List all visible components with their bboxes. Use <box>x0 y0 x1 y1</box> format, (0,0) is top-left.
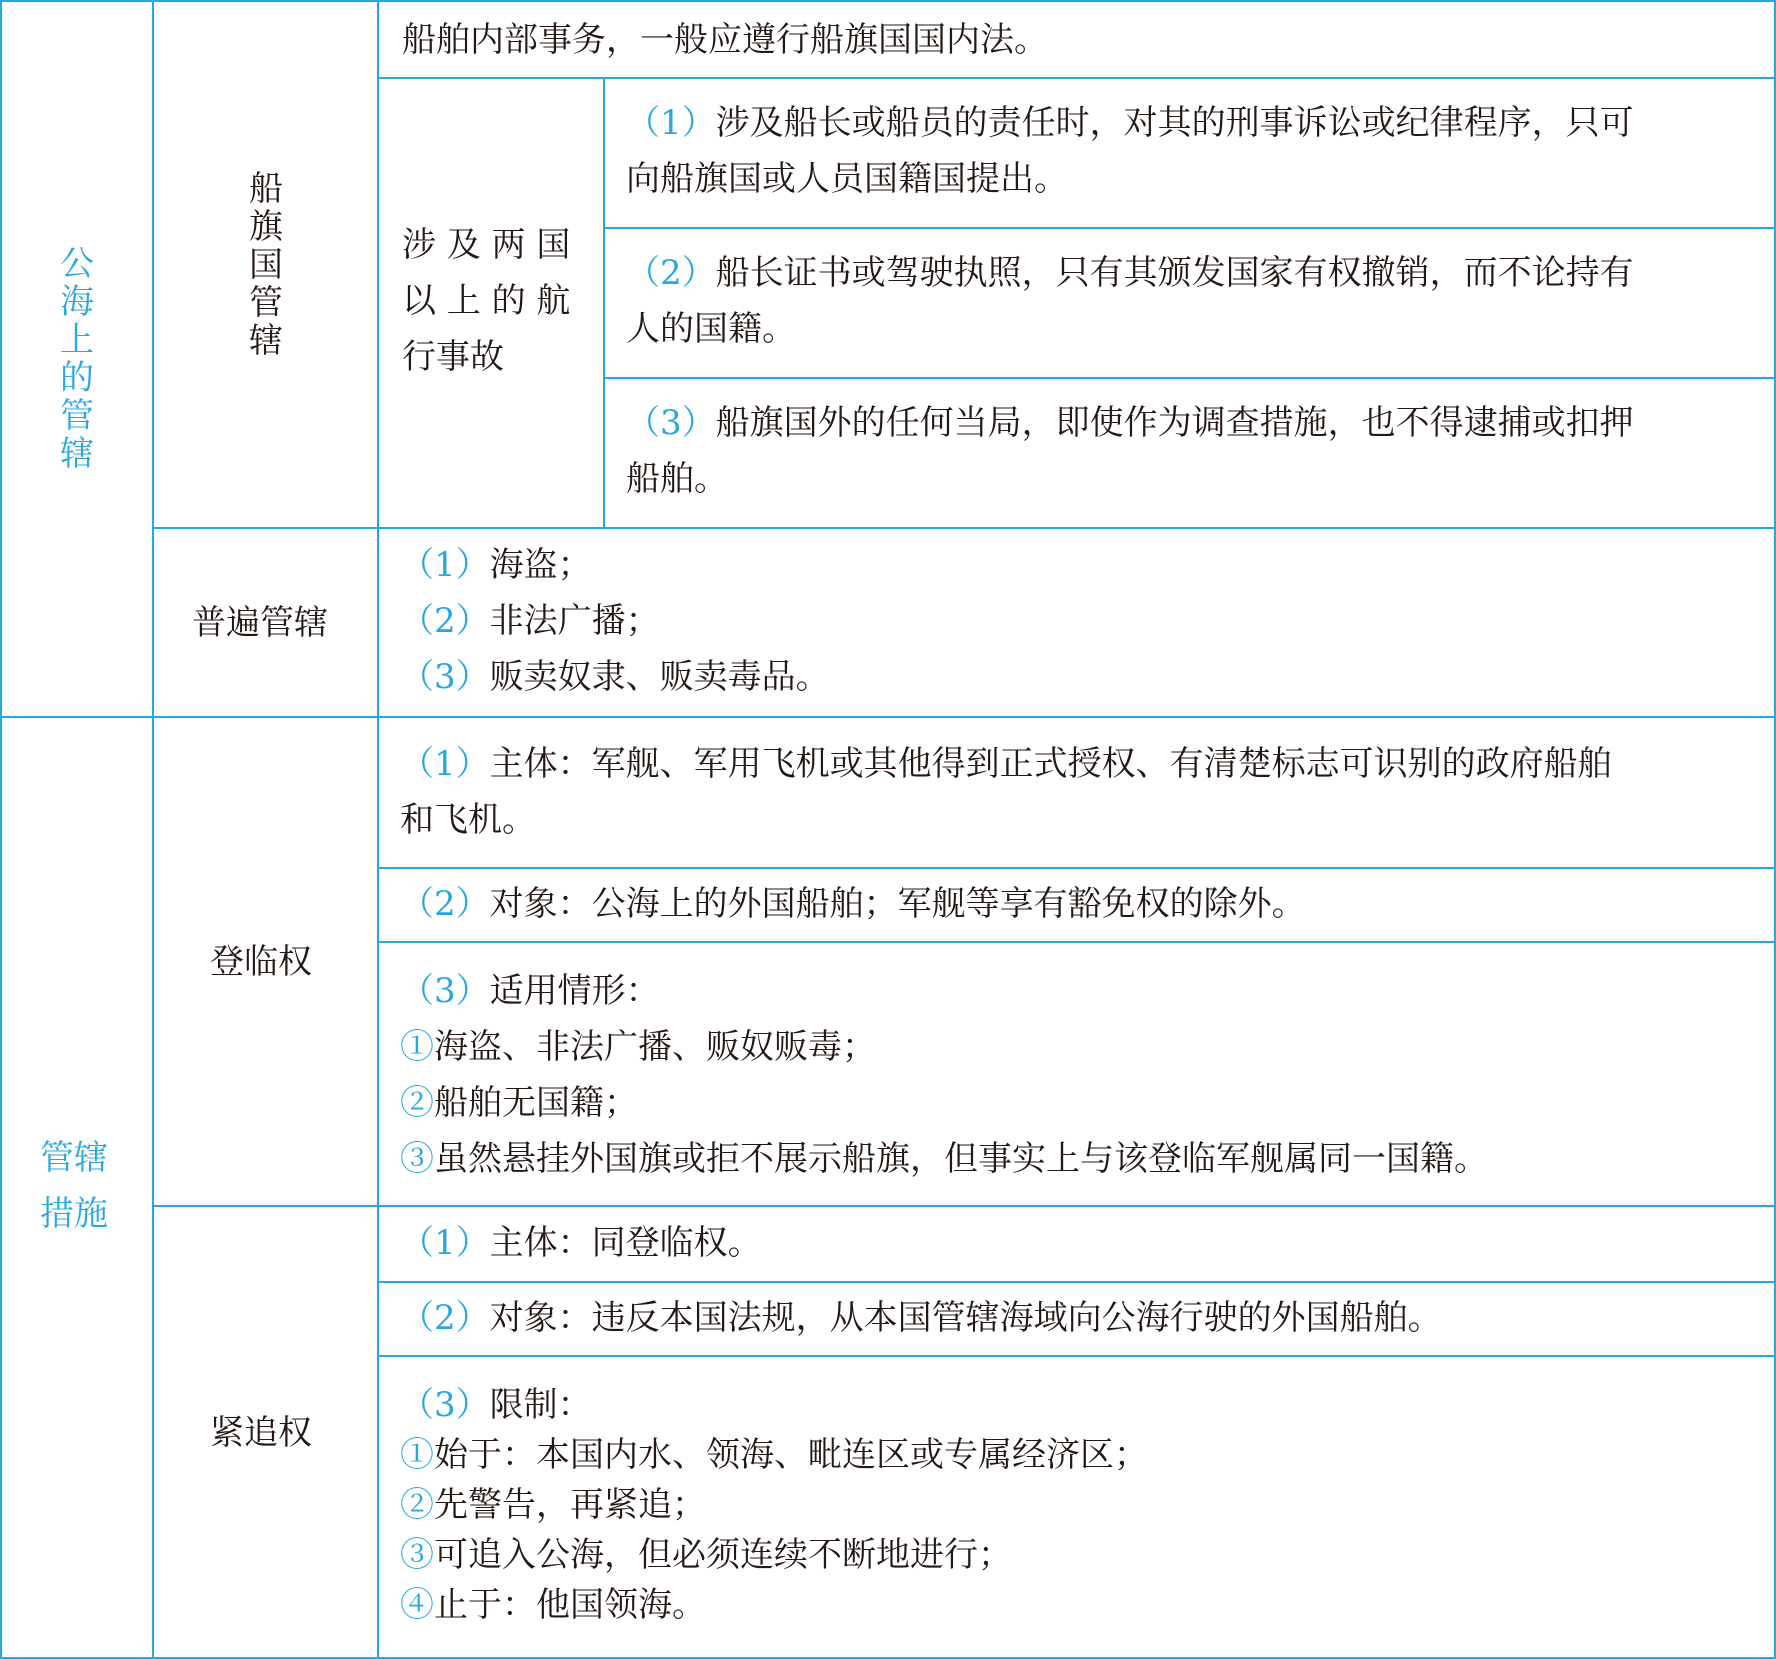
row-divider-item1 <box>603 227 1776 229</box>
case-mark: ③ <box>400 1139 434 1179</box>
row-divider-flag-state <box>152 527 1776 529</box>
incident-label-line1: 涉 及 两 国 <box>402 225 571 265</box>
subcategory-universal: 普遍管辖 <box>192 603 328 643</box>
limit-text: 止于：他国领海。 <box>434 1585 706 1625</box>
flag-item-3-line1 <box>626 404 1634 442</box>
universal-item-3 <box>400 658 830 696</box>
subcategory-boarding: 登临权 <box>210 942 312 982</box>
boarding-case-2 <box>400 1084 638 1122</box>
item-text: 船长证书或驾驶执照，只有其颁发国家有权撤销，而不论持有 <box>715 253 1634 293</box>
boarding-subject-line1 <box>400 745 1612 783</box>
table-border-top <box>0 0 1776 2</box>
pursuit-limit-1 <box>400 1436 1148 1474</box>
item-number: （1） <box>400 1223 490 1263</box>
subcategory-hot-pursuit: 紧追权 <box>210 1413 312 1453</box>
pursuit-limit-2 <box>400 1486 706 1524</box>
item-number: （1） <box>400 744 490 784</box>
item-text: 对象：违反本国法规，从本国管辖海域向公海行驶的外国船舶。 <box>489 1298 1442 1338</box>
row-divider-boarding-1 <box>377 867 1776 869</box>
boarding-cases-title <box>400 972 660 1010</box>
item-text: 限制： <box>489 1385 592 1425</box>
item-number: （3） <box>626 403 716 443</box>
boarding-subject-line2: 和飞机。 <box>400 800 536 840</box>
item-text: 主体：军舰、军用飞机或其他得到正式授权、有清楚标志可识别的政府船舶 <box>489 744 1612 784</box>
flag-item-3-line2: 船舶。 <box>626 459 728 499</box>
limit-mark: ③ <box>400 1535 434 1575</box>
flag-item-1-line1 <box>626 104 1634 142</box>
limit-mark: ② <box>400 1485 434 1525</box>
universal-item-1 <box>400 546 592 584</box>
item-number: （1） <box>400 545 490 585</box>
item-text: 涉及船长或船员的责任时，对其的刑事诉讼或纪律程序，只可 <box>715 103 1634 143</box>
row-divider-pursuit-1 <box>377 1281 1776 1283</box>
item-text: 海盗； <box>489 545 592 585</box>
item-number: （2） <box>400 601 490 641</box>
item-number: （2） <box>400 1298 490 1338</box>
limit-mark: ① <box>400 1435 434 1475</box>
row-divider-boarding-2 <box>377 941 1776 943</box>
flag-item-1-line2: 向船旗国或人员国籍国提出。 <box>626 159 1068 199</box>
col-divider-3 <box>603 77 605 527</box>
case-text: 虽然悬挂外国旗或拒不展示船旗，但事实上与该登临军舰属同一国籍。 <box>434 1139 1488 1179</box>
boarding-case-1 <box>400 1028 876 1066</box>
item-number: （3） <box>400 1385 490 1425</box>
item-text: 船旗国外的任何当局，即使作为调查措施，也不得逮捕或扣押 <box>715 403 1634 443</box>
item-text: 贩卖奴隶、贩卖毒品。 <box>489 657 830 697</box>
pursuit-subject <box>400 1224 762 1262</box>
case-mark: ① <box>400 1027 434 1067</box>
boarding-case-3 <box>400 1140 1488 1178</box>
item-text: 主体：同登临权。 <box>489 1223 762 1263</box>
col-divider-1 <box>152 0 154 1659</box>
limit-text: 始于：本国内水、领海、毗连区或专属经济区； <box>434 1435 1148 1475</box>
item-text: 非法广播； <box>489 601 660 641</box>
limit-mark: ④ <box>400 1585 434 1625</box>
item-text: 对象：公海上的外国船舶；军舰等享有豁免权的除外。 <box>489 884 1306 924</box>
row-divider-section <box>0 716 1776 718</box>
limit-text: 可追入公海，但必须连续不断地进行； <box>434 1535 1012 1575</box>
limit-text: 先警告，再紧追； <box>434 1485 706 1525</box>
item-number: （1） <box>626 103 716 143</box>
subcategory-flag-state: 船旗国管辖 <box>249 169 283 361</box>
incident-label-line3: 行事故 <box>402 337 504 377</box>
item-number: （3） <box>400 971 490 1011</box>
flag-item-2-line1 <box>626 254 1634 292</box>
universal-item-2 <box>400 602 660 640</box>
item-text: 适用情形： <box>489 971 660 1011</box>
item-number: （2） <box>626 253 716 293</box>
boarding-object <box>400 885 1306 923</box>
pursuit-limits-title <box>400 1386 592 1424</box>
row-divider-internal <box>377 77 1776 79</box>
item-number: （2） <box>400 884 490 924</box>
col-divider-2 <box>377 0 379 1659</box>
category-measures-line1: 管辖 <box>40 1138 108 1178</box>
category-measures-line2: 措施 <box>40 1194 108 1234</box>
category-high-seas: 公海上的管辖 <box>60 244 94 474</box>
incident-label-line2: 以 上 的 航 <box>402 281 571 321</box>
pursuit-object <box>400 1299 1442 1337</box>
row-divider-pursuit-2 <box>377 1355 1776 1357</box>
flag-state-internal: 船舶内部事务，一般应遵行船旗国国内法。 <box>402 20 1048 60</box>
flag-item-2-line2: 人的国籍。 <box>626 309 796 349</box>
row-divider-item2 <box>603 377 1776 379</box>
case-text: 海盗、非法广播、贩奴贩毒； <box>434 1027 876 1067</box>
pursuit-limit-4 <box>400 1586 706 1624</box>
row-divider-boarding-end <box>152 1205 1776 1207</box>
table-border-left <box>0 0 2 1659</box>
pursuit-limit-3 <box>400 1536 1012 1574</box>
case-mark: ② <box>400 1083 434 1123</box>
case-text: 船舶无国籍； <box>434 1083 638 1123</box>
item-number: （3） <box>400 657 490 697</box>
